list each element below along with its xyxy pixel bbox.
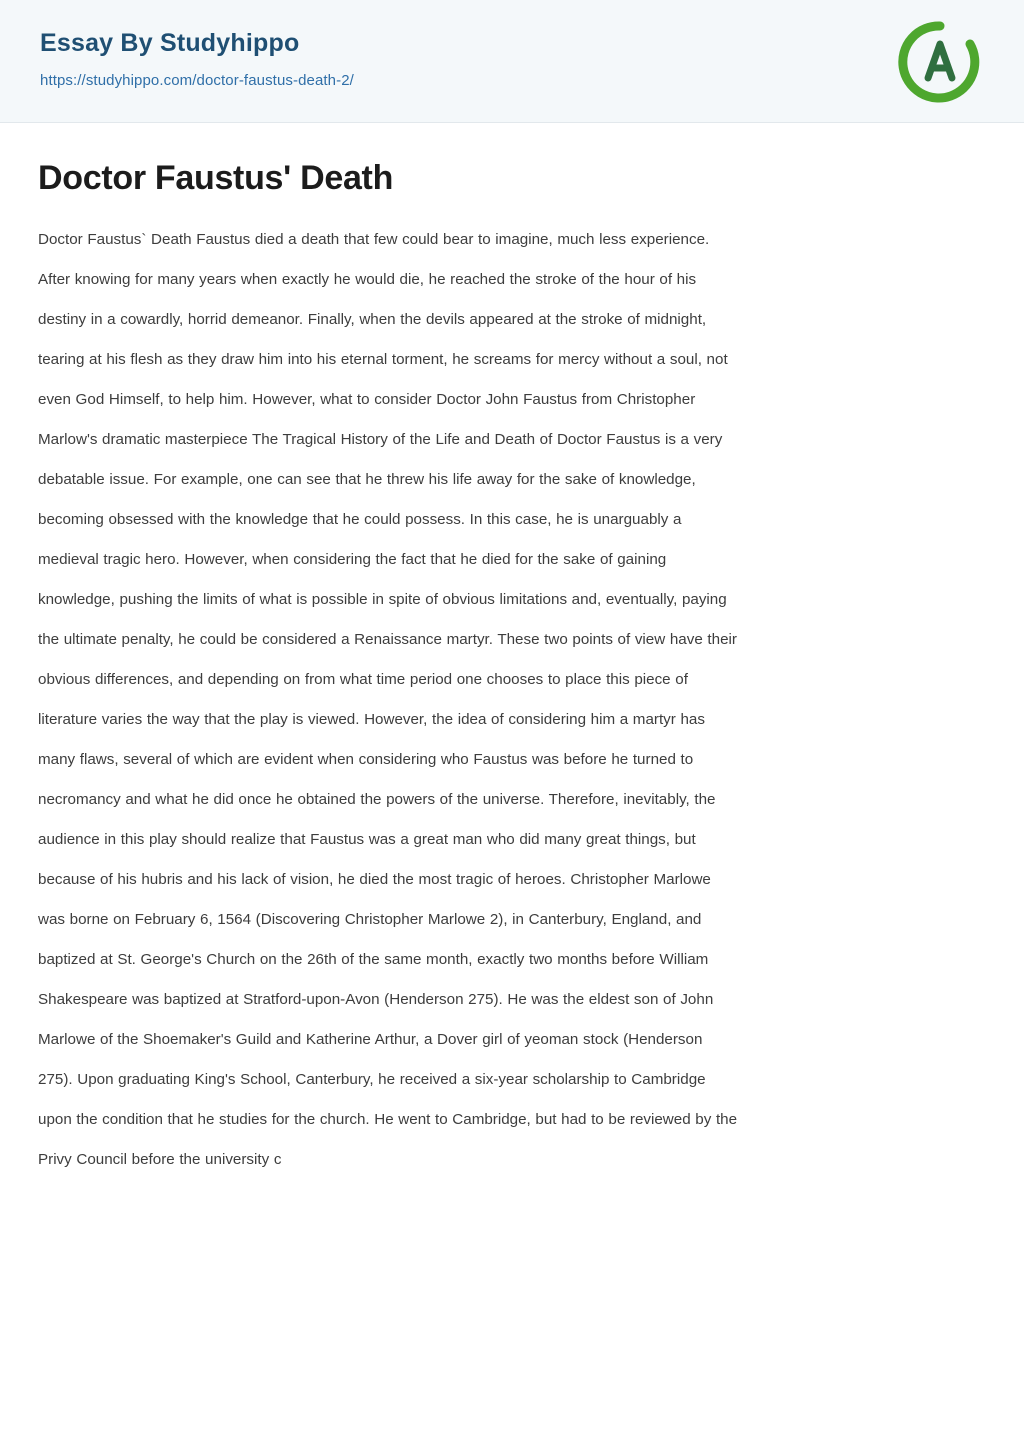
article-container <box>0 123 1024 1270</box>
article-body-text: Doctor Faustus` Death Faustus died a death that few could bear to imagine, much less experience. After knowing for many years when exactly he would die, he reached the stroke of the hour of his destiny in a cowardly, horrid demeanor. Finally, when the devils appeared at the stroke of midnight, tearing at his flesh as they draw him into his eternal torment, he screams for mercy without a soul, not even God Himself, to help him. However, what to consider Doctor John Faustus from Christopher Marlow's dramatic masterpiece The Tragical History of the Life and Death of Doctor Faustus is a very debatable issue. For example, one can see that he threw his life away for the sake of knowledge, becoming obsessed with the knowledge that he could possess. In this case, he is unarguably a medieval tragic hero. However, when considering the fact that he died for the sake of gaining knowledge, pushing the limits of what is possible in spite of obvious limitations and, eventually, paying the ultimate penalty, he could be considered a Renaissance martyr. These two points of view have their obvious differences, and depending on from what time period one chooses to place this piece of literature varies the way that the play is viewed. However, the idea of considering him a martyr has many flaws, several of which are evident when considering who Faustus was before he turned to necromancy and what he did once he obtained the powers of the universe. Therefore, inevitably, the audience in this play should realize that Faustus was a great man who did many great things, but because of his hubris and his lack of vision, he died the most tragic of heroes. Christopher Marlowe was borne on February 6, 1564 (Discovering Christopher Marlowe 2), in Canterbury, England, and baptized at St. George's Church on the 26th of the same month, exactly two months before William Shakespeare was baptized at Stratford-upon-Avon (Henderson 275). He was the eldest son of John Marlowe of the Shoemaker's Guild and Katherine Arthur, a Dover girl of yeoman stock (Henderson 275). Upon graduating King's School, Canterbury, he received a six-year scholarship to Cambridge upon the condition that he studies for the church. He went to Cambridge, but had to be reviewed by the Privy Council before the university c <box>38 231 738 1168</box>
page-header <box>0 0 1024 123</box>
source-url-link[interactable]: https://studyhippo.com/doctor-faustus-death-2/ <box>40 71 354 89</box>
page-title: Doctor Faustus' Death <box>38 159 394 197</box>
site-brand-title: Essay By Studyhippo <box>40 29 300 57</box>
studyhippo-a-logo-icon <box>898 20 982 104</box>
page-bottom-spacer <box>38 1180 986 1230</box>
